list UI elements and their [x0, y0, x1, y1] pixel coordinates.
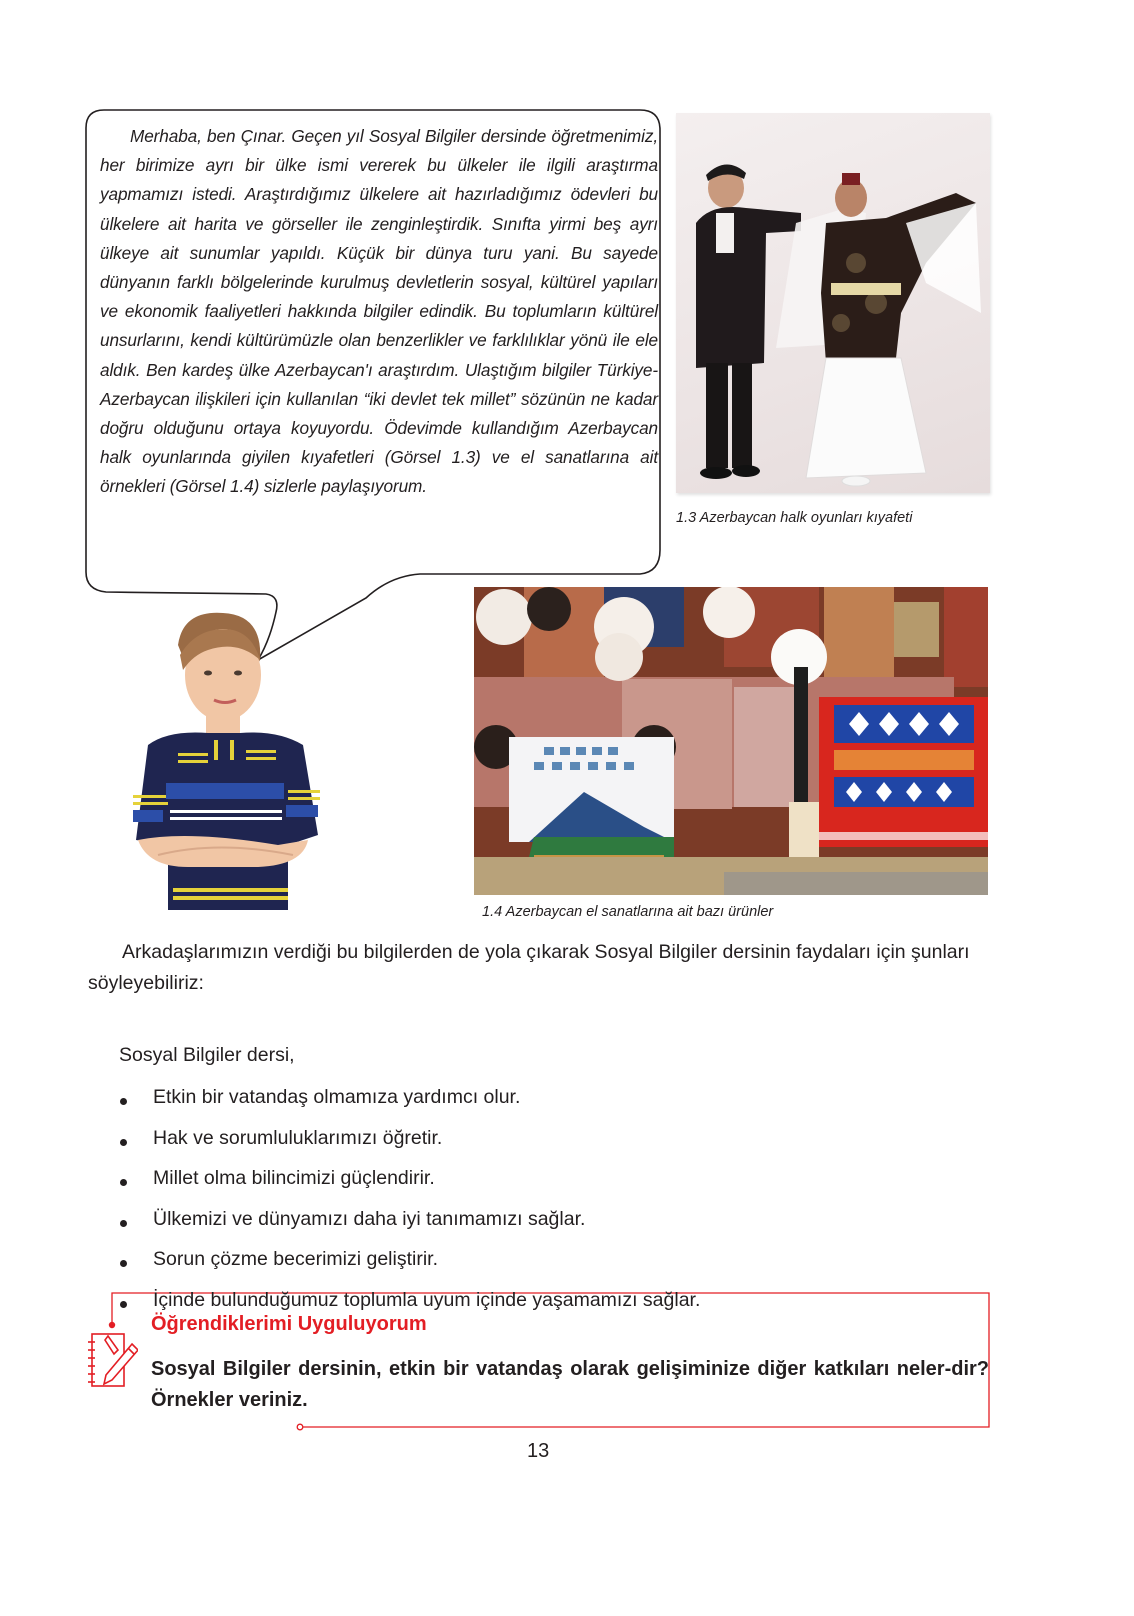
- intro-paragraph: Arkadaşlarımızın verdiği bu bilgilerden de yola çıkarak Sosyal Bilgiler dersinin faydaları için şunları söyleyebiliriz:: [88, 941, 970, 994]
- figure-1-3-caption: 1.3 Azerbaycan halk oyunları kıyafeti: [676, 510, 913, 526]
- list-item: Sorun çözme becerimizi geliştirir.: [119, 1248, 700, 1289]
- list-item: Ülkemizi ve dünyamızı daha iyi tanımamızı sağlar.: [119, 1208, 700, 1249]
- activity-question: Sosyal Bilgiler dersinin, etkin bir vatandaş olarak gelişiminize diğer katkıları neler-dir? Örnekler veriniz.: [151, 1358, 989, 1411]
- figure-1-4-caption: 1.4 Azerbaycan el sanatlarına ait bazı ürünler: [482, 904, 774, 920]
- handicrafts-photo: [474, 587, 988, 895]
- list-item: Hak ve sorumluluklarımızı öğretir.: [119, 1127, 700, 1168]
- list-item: Millet olma bilincimizi güçlendirir.: [119, 1167, 700, 1208]
- folk-costume-photo: [676, 113, 990, 493]
- list-lead: Sosyal Bilgiler dersi,: [119, 1044, 295, 1066]
- list-item: Etkin bir vatandaş olmamıza yardımcı olur.: [119, 1086, 700, 1127]
- list-item: İçinde bulunduğumuz toplumla uyum içinde yaşamamızı sağlar.: [119, 1289, 700, 1330]
- notebook-pencil-icon: [86, 1330, 138, 1390]
- boy-photo: [128, 605, 328, 910]
- speech-bubble-text: Merhaba, ben Çınar. Geçen yıl Sosyal Bilgiler dersinde öğretmenimiz, her birimize ayrı bir ülke ismi vererek bu ülkeler ile ilgili araştırma yapmamızı istedi. Araştırdığımız ülkelere ait hazırladığımız ödevleri bu ülkelere ait harita ve görseller ile zenginleştirdik. Sınıfta yirmi beş ayrı ülkeye ait sunumlar yapıldı. Küçük bir dünya turu yani. Bu sayede dünyanın farklı bölgelerinde kurulmuş devletlerin sosyal, kültürel yapıları ve ekonomik faaliyetleri hakkında bilgiler edindik. Bu toplumların kültürel unsurlarını, kendi kültürümüzle olan benzerlikler ve farklılıklar yönü ile ele aldık. Ben kardeş ülke Azerbaycan'ı araştırdım. Ulaştığım bilgiler Türkiye-Azerbaycan ilişkileri için kullanılan “iki devlet tek millet” sözünün ne kadar doğru olduğunu ortaya koyuyordu. Ödevimde kullandığım Azerbaycan halk oyunlarında giyilen kıyafetleri (Görsel 1.3) ve el sanatlarına ait örnekleri (Görsel 1.4) sizlerle paylaşıyorum.: [100, 126, 658, 497]
- page-number: 13: [527, 1440, 550, 1462]
- benefits-list: [119, 1086, 700, 1329]
- activity-title: Öğrendiklerimi Uyguluyorum: [151, 1313, 427, 1335]
